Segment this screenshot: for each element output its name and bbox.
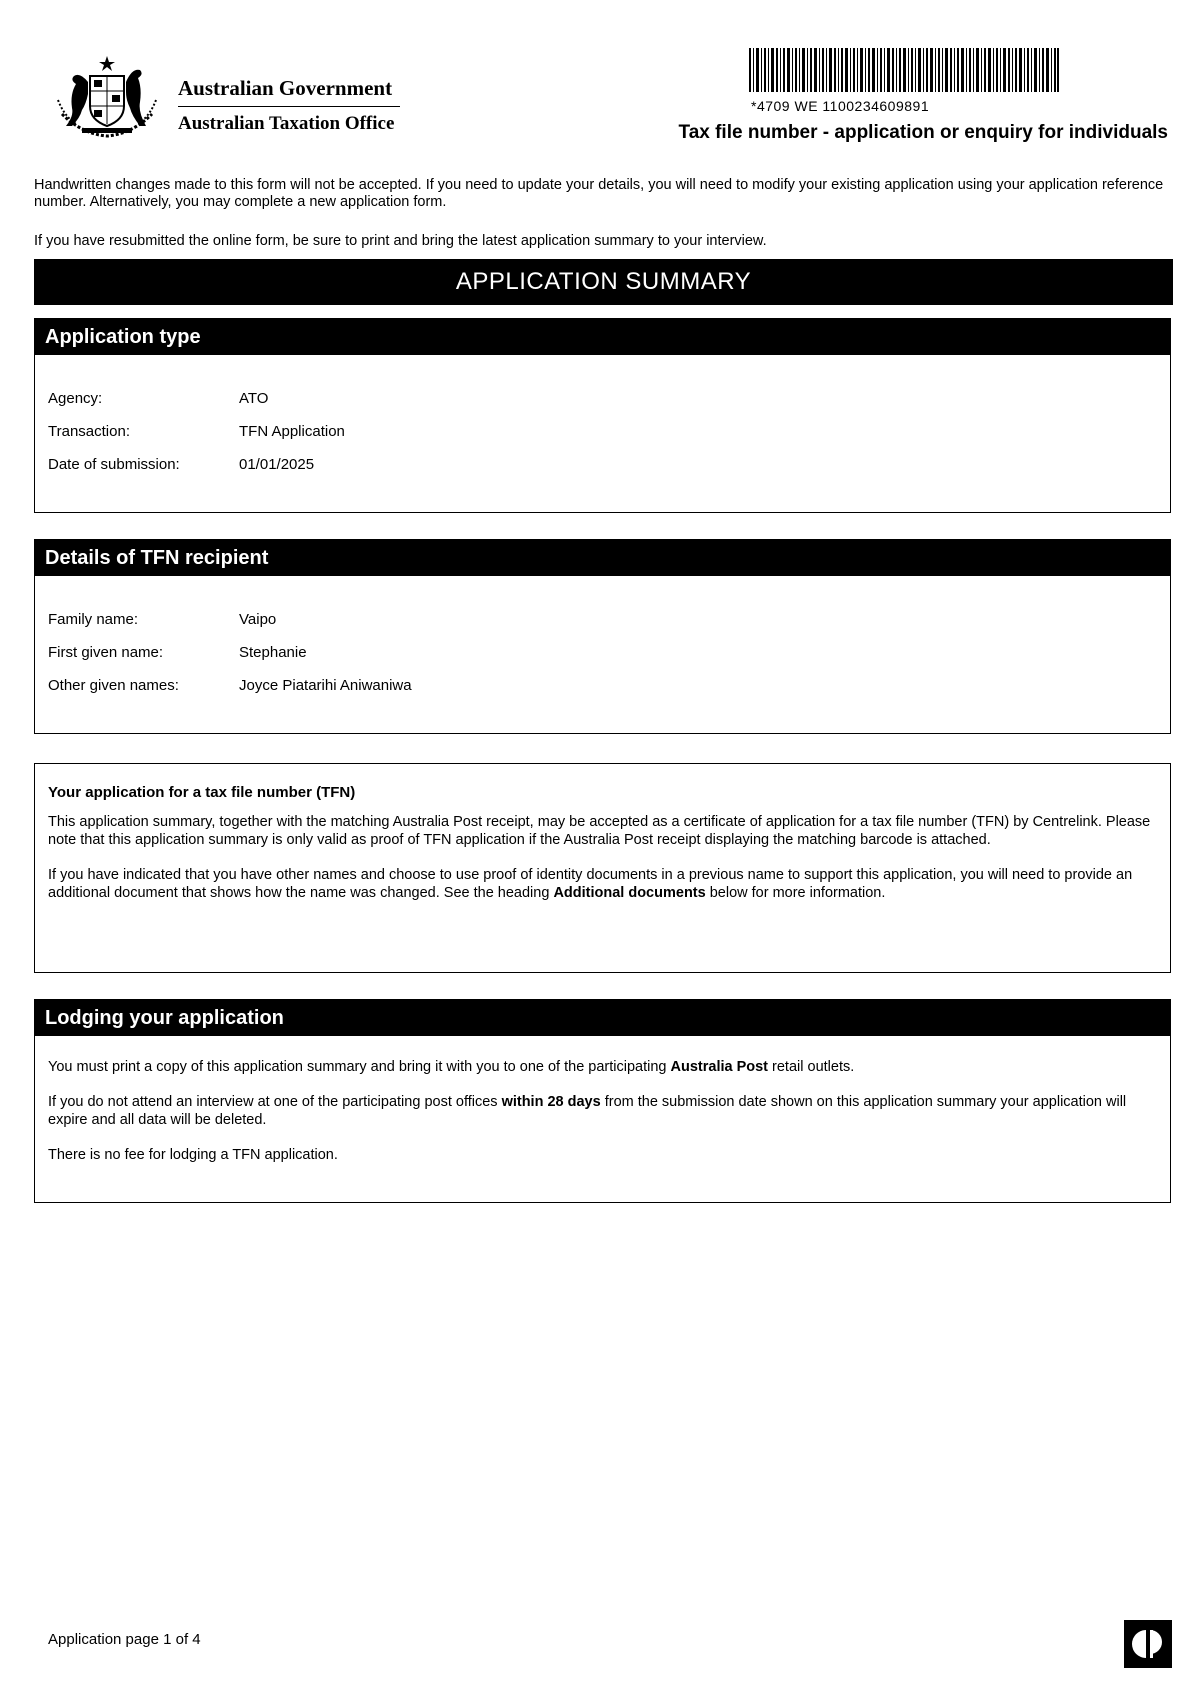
- resubmission-note: If you have resubmitted the online form, be sure to print and bring the latest application summary to your interview.: [34, 233, 767, 249]
- field-label: Agency:: [48, 390, 103, 407]
- field-value: Joyce Piatarihi Aniwaniwa: [239, 677, 412, 694]
- barcode-block: [749, 48, 1061, 114]
- family-name-row: [48, 610, 1170, 643]
- field-value: Stephanie: [239, 644, 307, 661]
- field-label: Transaction:: [48, 423, 130, 440]
- handwritten-changes-note: Handwritten changes made to this form will not be accepted. If you need to update your details, you will need to modify your existing application using your application reference number. Alternatively, you may complete a new application form.: [34, 177, 1164, 210]
- barcode-number: *4709 WE 1100234609891: [751, 98, 930, 114]
- application-summary-banner: APPLICATION SUMMARY: [34, 259, 1173, 305]
- australia-post-logo-icon: [1124, 1620, 1172, 1668]
- australia-post-emphasis: Australia Post: [670, 1059, 769, 1075]
- info-paragraph: If you have indicated that you have other names and choose to use proof of identity documents in a previous name to support this application, you will need to provide an additional document that shows how the name was changed. See the heading Additional documents below for more information.: [48, 867, 1133, 901]
- section-heading: Details of TFN recipient: [35, 540, 1170, 576]
- info-title: Your application for a tax file number (TFN): [48, 784, 356, 801]
- lodging-section: [34, 999, 1171, 1203]
- section-heading: Application type: [35, 319, 1170, 355]
- agency-name: Australian Government: [178, 76, 400, 107]
- ato-logo: [52, 54, 402, 144]
- other-given-names-row: [48, 676, 1170, 709]
- agency-office: Australian Taxation Office: [178, 113, 395, 134]
- field-value: ATO: [239, 390, 269, 407]
- barcode-icon: [749, 48, 1059, 92]
- tfn-info-section: [34, 763, 1171, 973]
- lodging-paragraph: If you do not attend an interview at one of the participating post offices within 28 days from the submission date shown on this application summary your application will expire and all data will be deleted.: [48, 1094, 1127, 1128]
- recipient-section: [34, 539, 1171, 734]
- section-heading: Lodging your application: [35, 1000, 1170, 1036]
- field-value: TFN Application: [239, 423, 345, 440]
- field-value: Vaipo: [239, 611, 277, 628]
- transaction-row: [48, 422, 1170, 455]
- field-label: Date of submission:: [48, 456, 180, 473]
- additional-documents-emphasis: Additional documents: [553, 885, 706, 901]
- lodging-paragraph: There is no fee for lodging a TFN application.: [48, 1147, 338, 1163]
- field-label: Family name:: [48, 611, 139, 628]
- form-title: Tax file number - application or enquiry for individuals: [678, 122, 1168, 143]
- field-label: Other given names:: [48, 677, 179, 694]
- submission-date-row: [48, 455, 1170, 488]
- agency-row: [48, 389, 1170, 422]
- field-label: First given name:: [48, 644, 164, 661]
- lodging-paragraph: You must print a copy of this application summary and bring it with you to one of the participating Australia Post retail outlets.: [48, 1059, 855, 1075]
- page-number: Application page 1 of 4: [48, 1631, 201, 1648]
- application-type-section: [34, 318, 1171, 513]
- info-paragraph: This application summary, together with the matching Australia Post receipt, may be accepted as a certificate of application for a tax file number (TFN) by Centrelink. Please note that this application summary is only valid as proof of TFN application if the Australia Post receipt displaying the matching barcode is attached.: [48, 814, 1151, 848]
- field-value: 01/01/2025: [239, 456, 315, 473]
- coat-of-arms-icon: [52, 54, 162, 142]
- deadline-emphasis: within 28 days: [501, 1094, 601, 1110]
- first-given-name-row: [48, 643, 1170, 676]
